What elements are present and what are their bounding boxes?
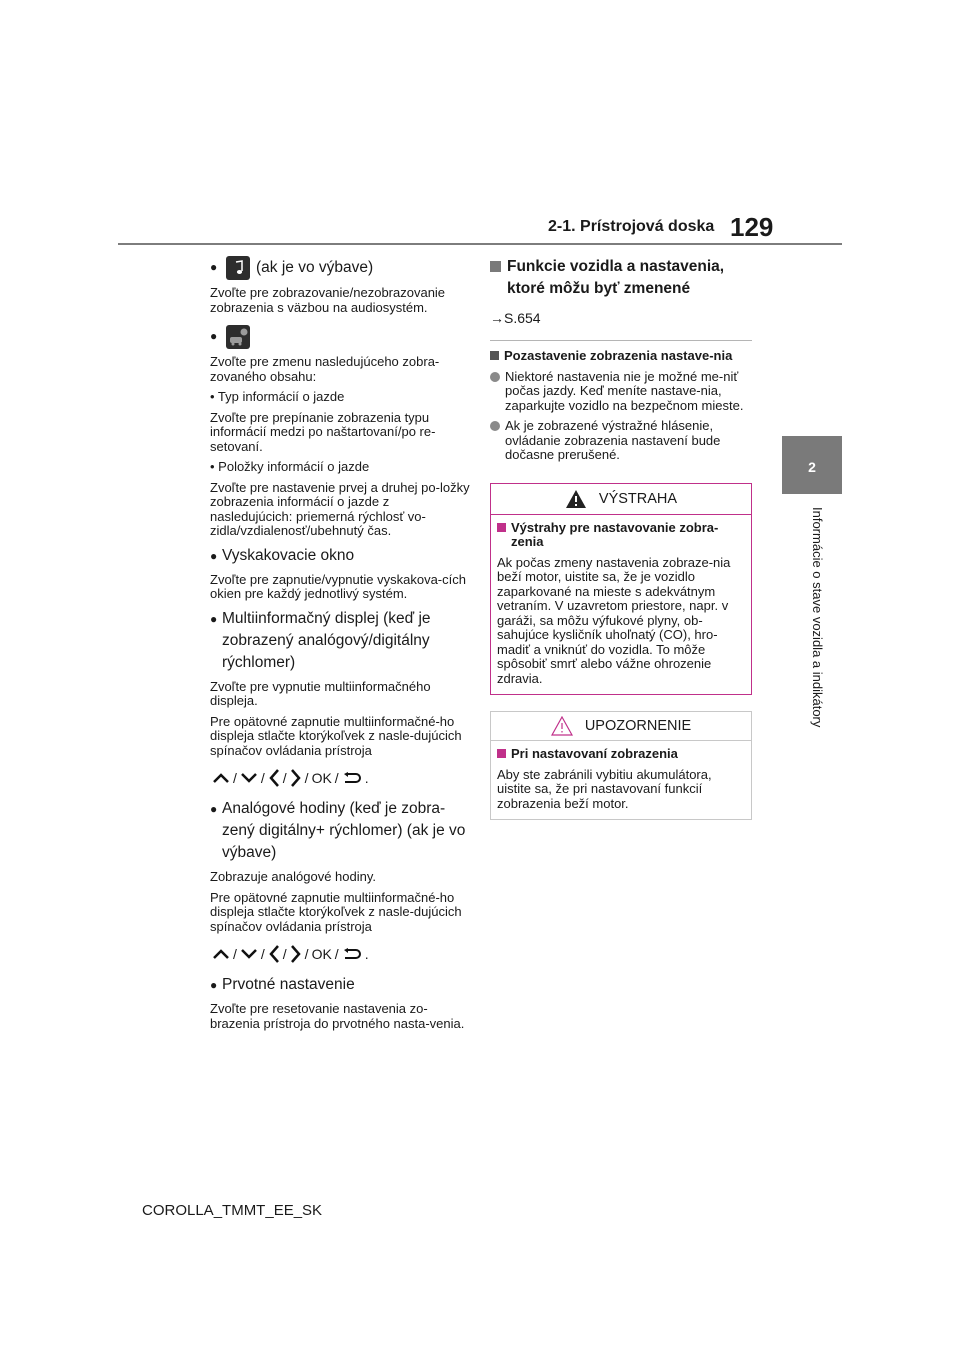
item-clock-text2: Pre opätovné zapnutie multiinformačné-ho displeja stlačte ktorýkoľvek z nasle-dujúcich spínačov ovládania prístroja	[210, 889, 462, 934]
bullet-icon: ●	[210, 548, 218, 563]
item-audio-link	[210, 256, 470, 280]
item-clock	[210, 798, 470, 864]
notice-heading	[497, 747, 745, 762]
right-icon	[290, 768, 302, 788]
bullet-icon: ●	[210, 260, 218, 274]
pause-bullet-1-text: Niektoré nastavenia nie je možné me-niť počas jazdy. Keď meníte nastave-nia, zaparkujte vozidlo na bezpečnom mieste.	[505, 368, 744, 413]
caution-triangle-icon	[551, 716, 573, 736]
item-reset-text: Zvoľte pre resetovanie nastavenia zo-brazenia prístroja do prvotného nasta-venia.	[210, 1001, 465, 1031]
warning-title: VÝSTRAHA	[598, 490, 678, 507]
pause-bullet-2	[490, 419, 752, 463]
warning-header	[491, 484, 751, 515]
row-end: .	[364, 946, 369, 962]
item-trip-sub1-text: Zvoľte pre prepínanie zobrazenia typu informácií medzi po naštartovaní/po re-setovaní.	[210, 409, 436, 454]
item-popup	[210, 545, 470, 567]
bullet-icon: ●	[210, 978, 218, 992]
heading-square-icon	[490, 261, 501, 272]
item-popup-title: Vyskakovacie okno	[222, 546, 355, 564]
item-trip-info	[210, 325, 470, 349]
item-reset	[210, 974, 470, 996]
notice-heading-text: Pri nastavovaní zobrazenia	[511, 746, 678, 761]
bullet-icon: ●	[210, 329, 218, 343]
warning-heading-text: Výstrahy pre nastavovanie zobra-zenia	[511, 519, 719, 549]
section-divider	[490, 340, 752, 341]
switch-row	[210, 768, 470, 788]
back-icon	[342, 771, 362, 785]
left-icon	[268, 944, 280, 964]
separator: /	[282, 770, 287, 786]
warning-square-icon	[497, 523, 506, 532]
item-mid	[210, 608, 470, 674]
up-icon	[212, 772, 230, 784]
item-trip-text: Zvoľte pre zmenu nasledujúceho zobra-zovaného obsahu:	[210, 354, 440, 384]
car-settings-icon	[226, 325, 250, 349]
item-trip-sub2: • Položky informácií o jazde	[210, 459, 370, 474]
music-note-icon	[226, 256, 250, 280]
pause-bullet-1	[490, 370, 752, 414]
up-icon	[212, 948, 230, 960]
ok-label: OK	[311, 946, 332, 962]
row-end: .	[364, 770, 369, 786]
notice-text: Aby ste zabránili vybitiu akumulátora, uistite sa, že pri nastavovaní funkcií zobrazenia beží motor.	[497, 766, 712, 811]
notice-header	[491, 712, 751, 741]
bullet-icon: ●	[210, 802, 218, 816]
separator: /	[304, 946, 309, 962]
separator: /	[334, 770, 339, 786]
separator: /	[233, 946, 237, 962]
bullet-icon	[490, 421, 500, 431]
item-trip-sub1: • Typ informácií o jazde	[210, 389, 345, 404]
notice-box	[490, 711, 752, 820]
separator: /	[282, 946, 287, 962]
item-mid-text1: Zvoľte pre vypnutie multiinformačného displeja.	[210, 678, 431, 708]
chapter-caption-text: Informácie o stave vozidla a indikátory	[810, 507, 825, 728]
header-rule	[118, 243, 842, 245]
item-reset-title: Prvotné nastavenie	[222, 976, 355, 993]
item-audio-text: Zvoľte pre zobrazovanie/nezobrazovanie zobrazenia s väzbou na audiosystém.	[210, 285, 446, 315]
item-audio-title: (ak je vo výbave)	[256, 259, 374, 277]
document-code: COROLLA_TMMT_EE_SK	[142, 1202, 323, 1219]
pause-subheading-text: Pozastavenie zobrazenia nastave-nia	[504, 348, 733, 363]
item-mid-title: Multiinformačný displej (keď je zobrazený analógový/digitálny rýchlomer)	[222, 609, 431, 671]
right-icon	[290, 944, 302, 964]
chapter-tab: 2	[782, 436, 842, 494]
pause-bullet-2-text: Ak je zobrazené výstražné hlásenie, ovládanie zobrazenia nastavení bude dočasne prerušené.	[505, 418, 721, 462]
warning-heading	[497, 521, 745, 550]
right-heading-text: Funkcie vozidla a nastavenia, ktoré môžu byť zmenené	[507, 258, 725, 297]
notice-square-icon	[497, 749, 506, 758]
left-column	[210, 256, 470, 1031]
right-column	[490, 256, 752, 820]
down-icon	[240, 772, 258, 784]
bullet-icon: ●	[210, 611, 218, 626]
right-heading	[490, 256, 752, 300]
item-clock-title: Analógové hodiny (keď je zobra-zený digitálny+ rýchlomer) (ak je vo výbave)	[222, 800, 466, 861]
down-icon	[240, 948, 258, 960]
separator: /	[260, 946, 265, 962]
bullet-icon	[490, 372, 500, 382]
separator: /	[334, 946, 339, 962]
warning-triangle-icon	[565, 489, 587, 509]
switch-row	[210, 944, 470, 964]
page-reference: →S.654	[490, 310, 541, 326]
chapter-caption	[808, 507, 828, 767]
separator: /	[304, 770, 309, 786]
item-mid-text2: Pre opätovné zapnutie multiinformačné-ho displeja stlačte ktorýkoľvek z nasle-dujúcich spínačov ovládania prístroja	[210, 713, 462, 758]
ok-label: OK	[311, 770, 332, 786]
item-trip-sub2-text: Zvoľte pre nastavenie prvej a druhej po-ložky zobrazenia informácií o jazde z nasledujúcich: priemerná rýchlosť vo-zidla/vzdialenosť/ubehnutý čas.	[210, 479, 470, 538]
page-number: 129	[730, 212, 774, 242]
left-icon	[268, 768, 280, 788]
section-title: 2-1. Prístrojová doska	[548, 218, 715, 235]
item-popup-text: Zvoľte pre zapnutie/vypnutie vyskakova-cích okien pre každý jednotlivý systém.	[210, 571, 466, 601]
warning-box	[490, 483, 752, 696]
subheading-square-icon	[490, 351, 499, 360]
item-clock-text1: Zobrazuje analógové hodiny.	[210, 869, 376, 884]
back-icon	[342, 947, 362, 961]
separator: /	[260, 770, 265, 786]
notice-title: UPOZORNENIE	[584, 718, 692, 734]
warning-text: Ak počas zmeny nastavenia zobraze-nia beží motor, uistite sa, že je vozidlo zaparkované na mieste s adekvátnym vetraním. V uzavretom priestore, napr. v garáži, sa môžu výfukové plyny, ob-sahujúce kysličník uhoľnatý (CO), hro-madiť a vniknúť do vozidla. To môže spôsobiť smrť alebo vážne ohrozenie zdravia.	[497, 554, 731, 686]
pause-subheading	[490, 349, 752, 364]
separator: /	[233, 770, 237, 786]
